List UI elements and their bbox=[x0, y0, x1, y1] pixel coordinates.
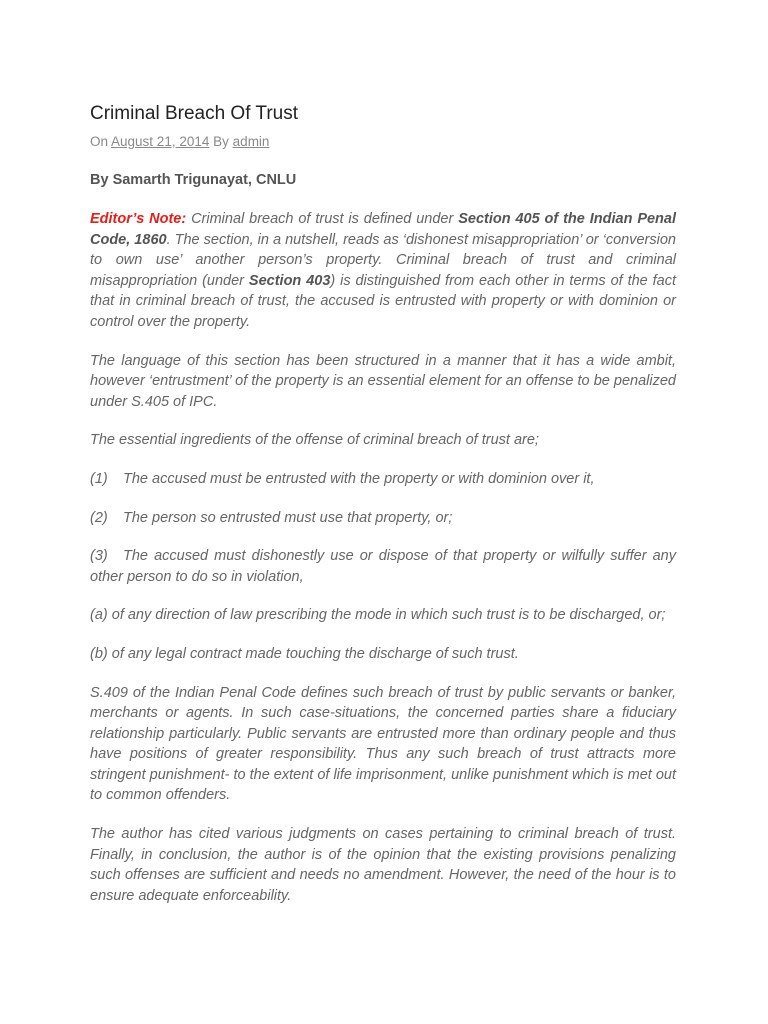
editors-note-text-1: Criminal breach of trust is defined under bbox=[186, 211, 459, 227]
editors-note-bold-1: Section 405 of the Indian Penal Code, 1860 bbox=[90, 211, 676, 248]
list-item-number: (1) bbox=[90, 470, 108, 487]
list-item bbox=[90, 508, 676, 529]
list-item-text: The accused must dishonestly use or dispose of that property or wilfully suffer any other person to do so in violation, bbox=[90, 548, 676, 585]
list-item-text: The person so entrusted must use that property, or; bbox=[123, 509, 453, 526]
editors-note-text-3: ) is distinguished from each other in terms of the fact that in criminal breach of trust, the accused is entrusted with property or with dominion or control over the property. bbox=[90, 272, 676, 330]
post-meta bbox=[90, 133, 676, 151]
meta-by-label: By bbox=[213, 134, 229, 149]
editors-note-text-2: . The section, in a nutshell, reads as ‘dishonest misappropriation’ or ‘conversion to own use’ another person’s property. Criminal breach of trust and criminal misappropriation (under bbox=[90, 231, 676, 289]
list-item-text: The accused must be entrusted with the property or with dominion over it, bbox=[123, 470, 595, 487]
sub-clause-a: (a) of any direction of law prescribing the mode in which such trust is to be discharged, or; bbox=[90, 607, 666, 624]
editors-note-bold-2: Section 403 bbox=[248, 272, 331, 289]
author-link[interactable]: admin bbox=[232, 134, 270, 149]
article bbox=[90, 101, 676, 906]
paragraph-language: The language of this section has been structured in a manner that it has a wide ambit, however ‘entrustment’ of the property is an essential element for an offense to be penalized under S.405 of IPC. bbox=[90, 352, 676, 410]
sub-clause-b: (b) of any legal contract made touching the discharge of such trust. bbox=[90, 645, 519, 662]
editors-note-label: Editor’s Note: bbox=[90, 211, 187, 227]
paragraph-s409: S.409 of the Indian Penal Code defines such breach of trust by public servants or banker, merchants or agents. In such case-situations, the concerned parties share a fiduciary relationship particularly. Public servants are entrusted more than ordinary people and thus have positions of greater responsibility. Thus any such breach of trust attracts more stringent punishment- to the extent of life imprisonment, unlike punishment which is met out to common offenders. bbox=[90, 684, 676, 804]
byline: By Samarth Trigunayat, CNLU bbox=[90, 172, 297, 188]
paragraph-conclusion: The author has cited various judgments on cases pertaining to criminal breach of trust. Finally, in conclusion, the author is of the opinion that the existing provisions penalizing such offenses are sufficient and needs no amendment. However, the need of the hour is to ensure adequate enforceability. bbox=[90, 826, 676, 904]
list-item-number: (2) bbox=[90, 509, 108, 526]
paragraph-ingredients-intro: The essential ingredients of the offense of criminal breach of trust are; bbox=[90, 432, 539, 449]
post-date-link[interactable]: August 21, 2014 bbox=[111, 134, 210, 149]
editors-note-paragraph bbox=[90, 209, 676, 333]
article-title: Criminal Breach Of Trust bbox=[90, 103, 298, 124]
list-item-number: (3) bbox=[90, 548, 108, 565]
list-item bbox=[90, 469, 676, 490]
meta-on-label: On bbox=[90, 134, 109, 149]
list-item bbox=[90, 546, 676, 587]
